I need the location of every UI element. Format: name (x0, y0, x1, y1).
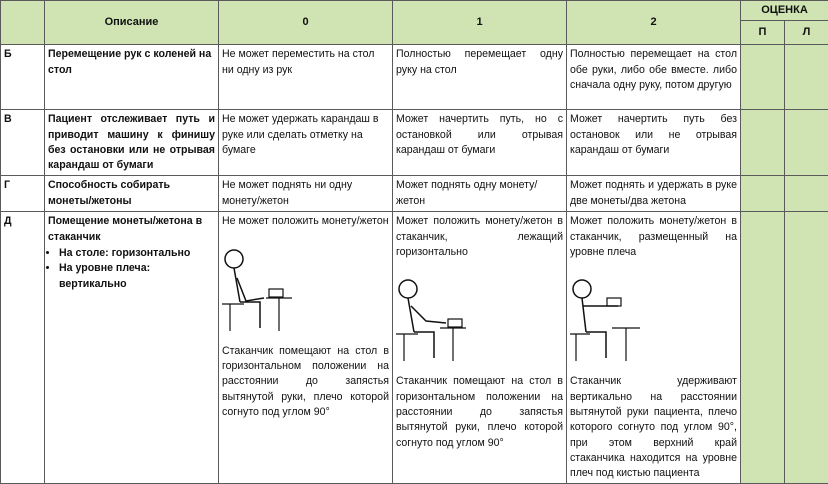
row-description: Способность собирать монеты/жетоны (45, 176, 219, 212)
header-right: П (741, 21, 785, 45)
row-code: Б (1, 45, 45, 110)
row-score-1: Может положить монету/жетон в стаканчик, лежащий горизонтально (396, 214, 563, 260)
row-description: Перемещение рук с коленей на стол (45, 45, 219, 110)
row-description-cell (45, 212, 219, 484)
row-score-2: Полностью перемещает на стол обе руки, либо обе вместе. либо сначала одну руку, потом другую (567, 45, 741, 110)
row-score-0-cell (219, 212, 393, 484)
row-score-2-cell (567, 212, 741, 484)
rating-left-cell (785, 212, 828, 484)
row-score-1-caption: Стаканчик помещают на стол в горизонтальном положении на расстоянии до запястья вытянутой руки, плечо которой согнуто под углом 90° (396, 374, 563, 450)
patient-reaching-table-figure (396, 276, 516, 366)
rating-left-cell (785, 45, 828, 110)
table-row (1, 212, 828, 484)
row-score-1-cell (393, 212, 567, 484)
rating-right-cell (741, 45, 785, 110)
row-score-0-caption: Стаканчик помещают на стол в горизонтальном положении на расстоянии до запястья вытянутой руки, плечо которой согнуто под углом 90° (222, 344, 389, 420)
row-score-2-caption: Стаканчик удерживают вертикально на расстоянии вытянутой руки пациента, плечо которого согнуто под углом 90°, при этом верхний край стаканчика находится на уровне плеч под кистью пациента (570, 374, 737, 481)
header-score-1: 1 (393, 1, 567, 45)
row-code: Д (1, 212, 45, 484)
row-score-0: Не может положить монету/жетон (222, 214, 389, 229)
table-row (1, 110, 828, 176)
row-score-2: Может поднять и удержать в руке две монеты/два жетона (567, 176, 741, 212)
row-code: В (1, 110, 45, 176)
rating-right-cell (741, 176, 785, 212)
rating-left-cell (785, 110, 828, 176)
rating-right-cell (741, 212, 785, 484)
header-code-cell (1, 1, 45, 45)
row-score-0: Не может поднять ни одну монету/жетон (219, 176, 393, 212)
row-score-2: Может положить монету/жетон в стаканчик, размещенный на уровне плеча (570, 214, 737, 260)
header-rating: ОЦЕНКА (741, 1, 828, 21)
table-row (1, 176, 828, 212)
row-description: Пациент отслеживает путь и приводит машину к финишу без остановки или не отрывая карандаш от бумаги (45, 110, 219, 176)
rating-left-cell (785, 176, 828, 212)
table-row (1, 45, 828, 110)
row-score-2: Может начертить путь без остановок или не отрывая карандаш от бумаги (567, 110, 741, 176)
row-score-1: Полностью перемещает одну руку на стол (393, 45, 567, 110)
row-code: Г (1, 176, 45, 212)
header-description: Описание (45, 1, 219, 45)
row-score-1: Может поднять одну монету/жетон (393, 176, 567, 212)
rating-right-cell (741, 110, 785, 176)
row-score-0: Не может удержать карандаш в руке или сделать отметку на бумаге (219, 110, 393, 176)
header-score-2: 2 (567, 1, 741, 45)
header-score-0: 0 (219, 1, 393, 45)
sub-criteria-list (48, 246, 215, 292)
row-description: Помещение монеты/жетона в стаканчик (48, 214, 215, 245)
row-score-1: Может начертить путь, но с остановкой или отрывая карандаш от бумаги (393, 110, 567, 176)
patient-at-table-figure (222, 246, 342, 336)
sub-criterion-shoulder: • На уровне плеча: вертикально (59, 261, 215, 292)
patient-shoulder-level-figure (570, 276, 690, 366)
row-score-0: Не может переместить на стол ни одну из рук (219, 45, 393, 110)
header-left: Л (785, 21, 828, 45)
sub-criterion-table: • На столе: горизонтально (59, 246, 215, 261)
